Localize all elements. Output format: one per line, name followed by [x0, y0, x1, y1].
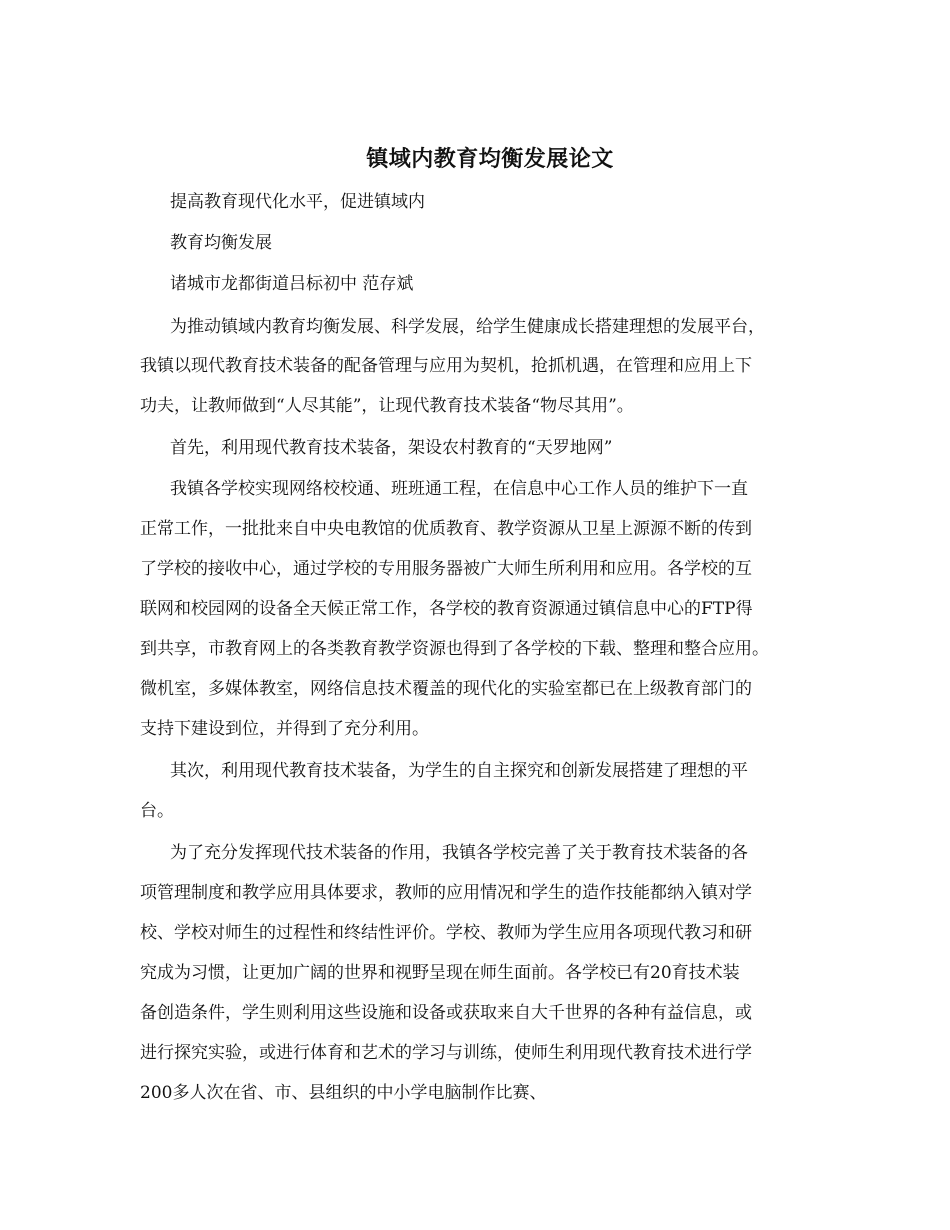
- paragraph-line: 微机室，多媒体教室，网络信息技术覆盖的现代化的实验室都已在上级教育部门的: [140, 679, 752, 699]
- paragraph-line: 究成为习惯，让更加广阔的世界和视野呈现在师生面前。各学校已有20育技术装: [140, 963, 740, 983]
- paragraph-line: 我镇各学校实现网络校校通、班班通工程，在信息中心工作人员的维护下一直: [170, 479, 748, 499]
- paragraph-line: 为推动镇域内教育均衡发展、科学发展，给学生健康成长搭建理想的发展平台，: [170, 317, 765, 337]
- paragraph-line: 联网和校园网的设备全天候正常工作，各学校的教育资源通过镇信息中心的FTP得: [140, 599, 753, 619]
- paragraph-line: 项管理制度和教学应用具体要求，教师的应用情况和学生的造作技能都纳入镇对学: [140, 883, 752, 903]
- paragraph-line: 到共享，市教育网上的各类教育教学资源也得到了各学校的下载、整理和整合应用。: [140, 639, 769, 659]
- section-heading: 首先，利用现代教育技术装备，架设农村教育的“天罗地网”: [170, 438, 613, 458]
- paragraph-line: 支持下建设到位，并得到了充分利用。: [140, 719, 429, 739]
- paragraph-line: 200多人次在省、市、县组织的中小学电脑制作比赛、: [140, 1083, 547, 1103]
- subtitle-line-2: 教育均衡发展: [170, 233, 272, 253]
- paragraph-line: 备创造条件，学生则利用这些设施和设备或获取来自大千世界的各种有益信息，或: [140, 1003, 752, 1023]
- author-line: 诸城市龙都街道吕标初中 范存斌: [170, 274, 414, 294]
- section-heading: 其次，利用现代教育技术装备，为学生的自主探究和创新发展搭建了理想的平: [170, 761, 748, 781]
- paragraph-line: 功夫，让教师做到“人尽其能”，让现代教育技术装备“物尽其用”。: [140, 396, 634, 416]
- paragraph-line: 为了充分发挥现代技术装备的作用，我镇各学校完善了关于教育技术装备的各: [170, 843, 748, 863]
- paragraph-line: 进行探究实验，或进行体育和艺术的学习与训练，使师生利用现代教育技术进行学: [140, 1043, 752, 1063]
- paragraph-line: 校、学校对师生的过程性和终结性评价。学校、教师为学生应用各项现代教习和研: [140, 923, 752, 943]
- paragraph-line: 我镇以现代教育技术装备的配备管理与应用为契机，抢抓机遇，在管理和应用上下: [140, 356, 752, 376]
- subtitle-line-1: 提高教育现代化水平，促进镇域内: [170, 192, 425, 212]
- section-heading-continued: 台。: [140, 801, 174, 821]
- paragraph-line: 了学校的接收中心，通过学校的专用服务器被广大师生所利用和应用。各学校的互: [140, 559, 752, 579]
- document-title: 镇域内教育均衡发展论文: [366, 146, 614, 172]
- paragraph-line: 正常工作，一批批来自中央电教馆的优质教育、教学资源从卫星上源源不断的传到: [140, 519, 752, 539]
